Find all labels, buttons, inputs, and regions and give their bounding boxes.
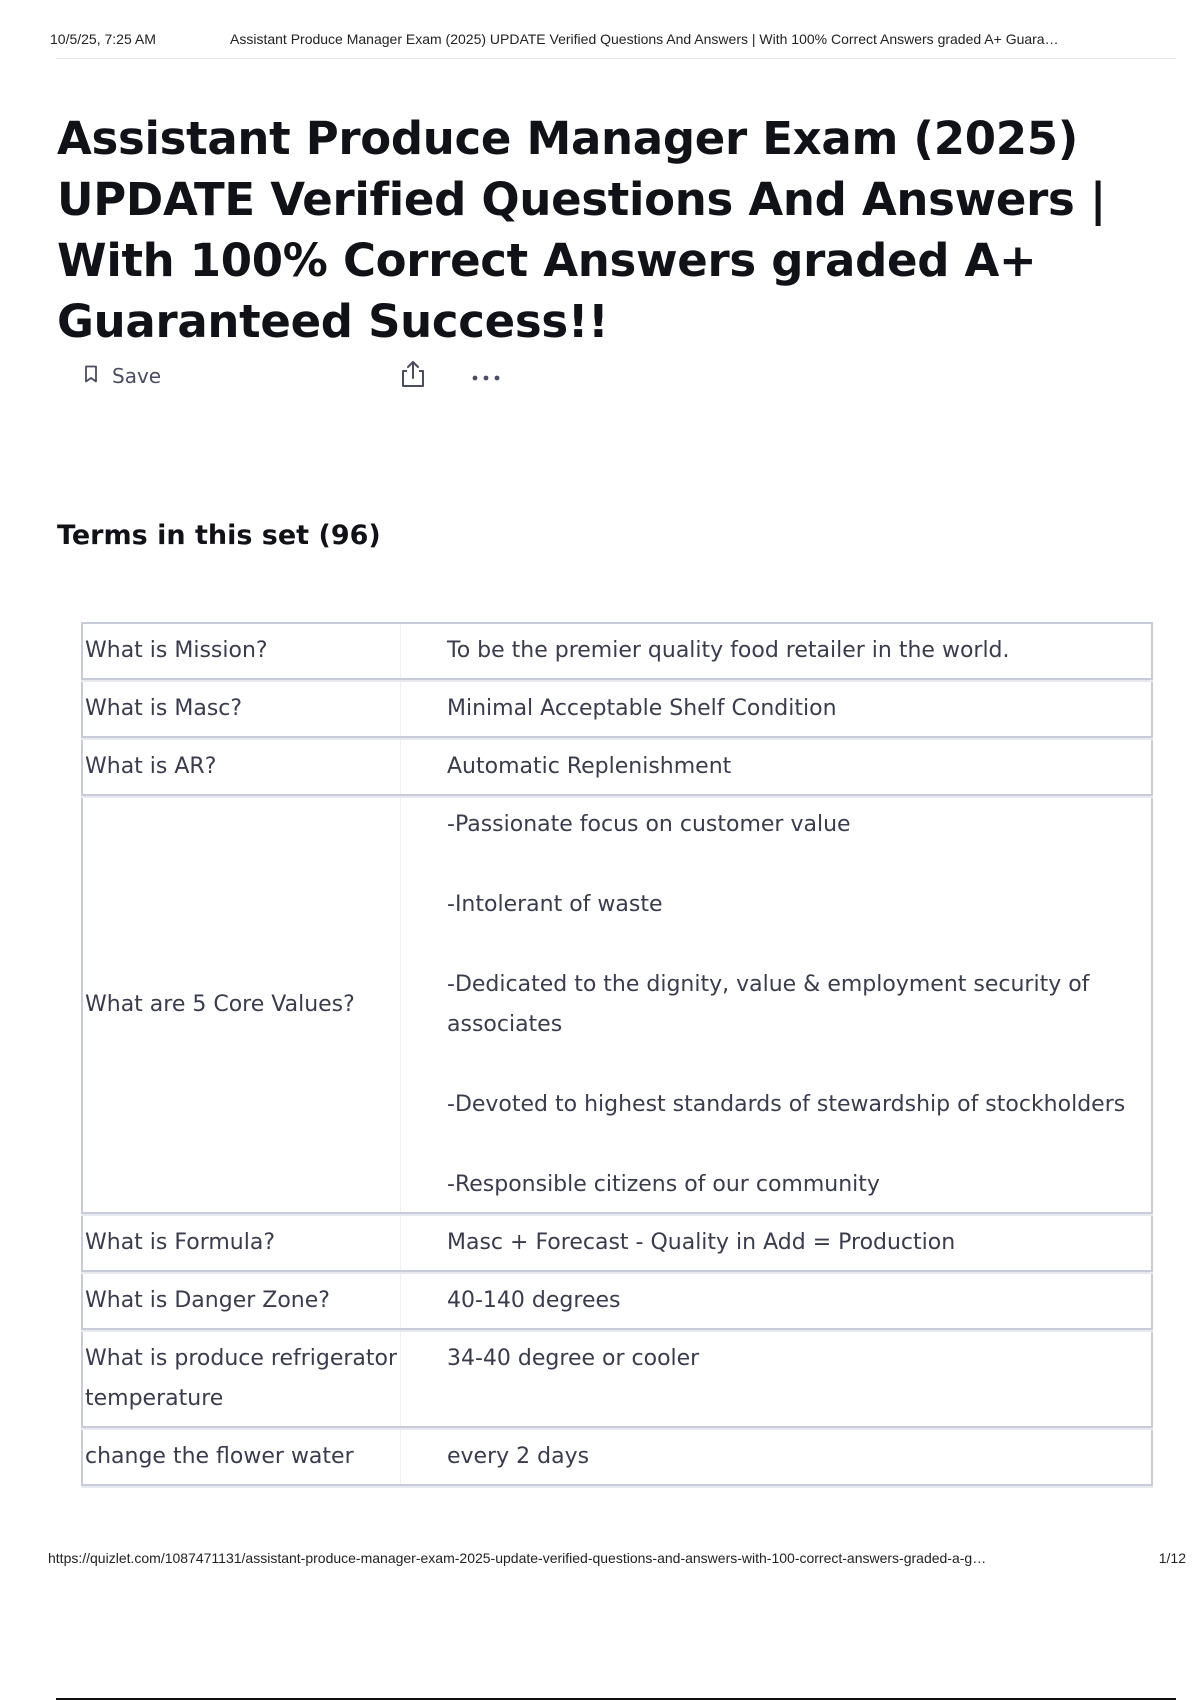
header-divider — [56, 58, 1176, 59]
term-row — [81, 624, 1153, 680]
term-question: What is Mission? — [83, 624, 401, 678]
term-row — [81, 682, 1153, 738]
save-button[interactable] — [84, 358, 161, 394]
terms-table — [81, 622, 1153, 1488]
share-icon — [400, 359, 426, 393]
term-answer: Minimal Acceptable Shelf Condition — [447, 696, 837, 721]
term-answer: every 2 days — [447, 1444, 590, 1469]
term-answer: -Passionate focus on customer value -Intolerant of waste -Dedicated to the dignity, value & employment security of associates -Devoted to highest standards of stewardship of stockholders -Responsible citizens of our community — [447, 812, 1126, 1197]
term-answer: 34-40 degree or cooler — [447, 1346, 700, 1371]
print-url: https://quizlet.com/1087471131/assistant-produce-manager-exam-2025-update-verified-questions-and-answers-with-100-correct-answers-graded-a-g… — [48, 1550, 987, 1566]
term-answer: To be the premier quality food retailer in the world. — [447, 638, 1010, 663]
term-question: What are 5 Core Values? — [83, 798, 401, 1212]
term-row — [81, 1332, 1153, 1428]
page-title: Assistant Produce Manager Exam (2025) UPDATE Verified Questions And Answers | With 100% Correct Answers graded A+ Guaranteed Success!! — [57, 112, 1107, 348]
term-row — [81, 798, 1153, 1214]
more-options-button[interactable] — [468, 358, 504, 394]
term-row — [81, 740, 1153, 796]
term-answer: Masc + Forecast - Quality in Add = Production — [447, 1230, 956, 1255]
bookmark-icon — [84, 365, 98, 387]
print-header — [50, 31, 1178, 59]
set-toolbar — [84, 358, 514, 394]
more-horizontal-icon — [471, 367, 501, 386]
term-answer: Automatic Replenishment — [447, 754, 732, 779]
print-document-title: Assistant Produce Manager Exam (2025) UPDATE Verified Questions And Answers | With 100% Correct Answers graded A+ Guara… — [230, 31, 1059, 47]
term-question: What is produce refrigerator temperature — [83, 1332, 401, 1426]
print-date: 10/5/25, 7:25 AM — [50, 31, 156, 47]
term-row — [81, 1430, 1153, 1486]
save-button-label: Save — [112, 364, 162, 388]
term-question: What is AR? — [83, 740, 401, 794]
term-row — [81, 1274, 1153, 1330]
term-question: What is Formula? — [83, 1216, 401, 1270]
term-answer: 40-140 degrees — [447, 1288, 621, 1313]
term-question: change the flower water — [83, 1430, 401, 1484]
terms-heading: Terms in this set (96) — [57, 520, 381, 551]
term-question: What is Danger Zone? — [83, 1274, 401, 1328]
term-question: What is Masc? — [83, 682, 401, 736]
term-row — [81, 1216, 1153, 1272]
page-number: 1/12 — [1158, 1550, 1186, 1566]
share-button[interactable] — [398, 358, 428, 394]
